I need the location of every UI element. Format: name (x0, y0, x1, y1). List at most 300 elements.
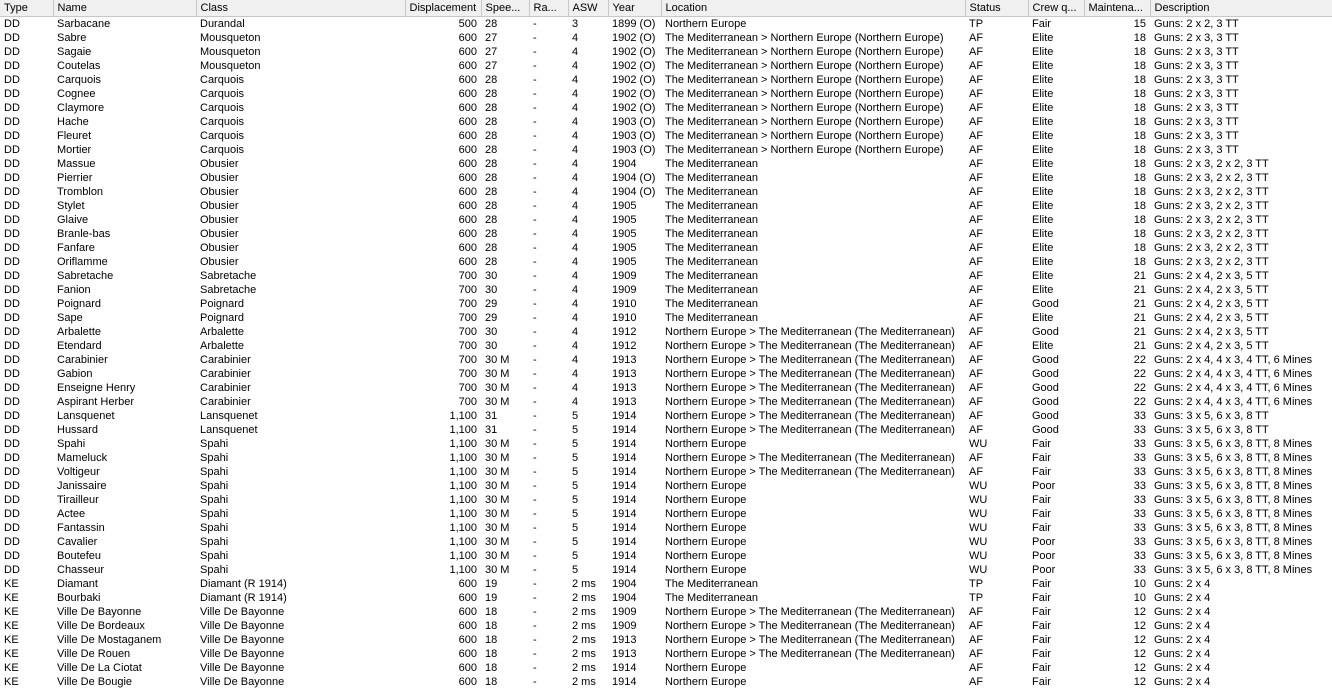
table-row[interactable] (0, 465, 1332, 479)
cell-displacement: 1,100 (449, 410, 477, 422)
cell-name: Etendard (57, 340, 102, 352)
column-header-type[interactable]: Type (0, 0, 53, 17)
table-row[interactable] (0, 129, 1332, 143)
table-row[interactable] (0, 325, 1332, 339)
table-row[interactable] (0, 409, 1332, 423)
cell-location: The Mediterranean (665, 312, 758, 324)
cell-class: Carquois (200, 102, 245, 114)
cell-name: Cognee (57, 88, 96, 100)
cell-year: 1910 (612, 312, 637, 324)
cell-asw: 4 (572, 32, 579, 44)
table-row[interactable] (0, 521, 1332, 535)
column-header-displacement[interactable]: Displacement (405, 0, 481, 17)
cell-range: - (533, 438, 537, 450)
table-row[interactable] (0, 647, 1332, 661)
cell-range: - (533, 508, 537, 520)
cell-range: - (533, 494, 537, 506)
cell-maintenance: 33 (1133, 508, 1146, 520)
cell-type: DD (4, 46, 20, 58)
column-header-maintenance[interactable]: Maintena... (1084, 0, 1150, 17)
cell-year: 1902 (O) (612, 32, 656, 44)
cell-year: 1905 (612, 256, 637, 268)
table-row[interactable] (0, 297, 1332, 311)
table-row[interactable] (0, 577, 1332, 591)
cell-range: - (533, 186, 537, 198)
cell-range: - (533, 158, 537, 170)
cell-year: 1914 (612, 676, 637, 688)
cell-name: Aspirant Herber (57, 396, 135, 408)
column-header-row (0, 0, 1332, 17)
column-header-crew-quality[interactable]: Crew q... (1028, 0, 1084, 17)
table-row[interactable] (0, 563, 1332, 577)
table-row[interactable] (0, 101, 1332, 115)
cell-range: - (533, 340, 537, 352)
table-row[interactable] (0, 73, 1332, 87)
cell-location: Northern Europe > The Mediterranean (The Mediterranean) (665, 648, 955, 660)
cell-location: Northern Europe > The Mediterranean (The Mediterranean) (665, 340, 955, 352)
cell-type: KE (4, 634, 19, 646)
cell-year: 1913 (612, 382, 637, 394)
cell-description: Guns: 2 x 3, 3 TT (1154, 88, 1239, 100)
cell-year: 1914 (612, 452, 637, 464)
table-row[interactable] (0, 157, 1332, 171)
cell-displacement: 600 (458, 634, 477, 646)
table-row[interactable] (0, 381, 1332, 395)
cell-location: Northern Europe > The Mediterranean (The Mediterranean) (665, 466, 955, 478)
cell-class: Lansquenet (200, 424, 258, 436)
cell-class: Spahi (200, 508, 229, 520)
cell-type: DD (4, 536, 20, 548)
table-row[interactable] (0, 423, 1332, 437)
cell-location: Northern Europe (665, 550, 747, 562)
column-header-asw[interactable]: ASW (568, 0, 608, 17)
cell-asw: 4 (572, 256, 579, 268)
cell-asw: 5 (572, 480, 579, 492)
cell-speed: 30 M (485, 536, 510, 548)
cell-name: Voltigeur (57, 466, 100, 478)
cell-description: Guns: 3 x 5, 6 x 3, 8 TT, 8 Mines (1154, 438, 1313, 450)
cell-range: - (533, 74, 537, 86)
cell-status: AF (969, 214, 984, 226)
cell-status: WU (969, 480, 988, 492)
cell-class: Ville De Bayonne (200, 676, 285, 688)
cell-description: Guns: 2 x 4, 2 x 3, 5 TT (1154, 284, 1269, 296)
cell-class: Poignard (200, 298, 245, 310)
cell-crew-quality: Good (1032, 368, 1059, 380)
cell-year: 1914 (612, 564, 637, 576)
cell-year: 1912 (612, 326, 637, 338)
cell-class: Obusier (200, 186, 239, 198)
cell-speed: 19 (485, 592, 498, 604)
column-header-name[interactable]: Name (53, 0, 196, 17)
cell-location: The Mediterranean (665, 242, 758, 254)
table-row[interactable] (0, 213, 1332, 227)
column-header-range[interactable]: Ra... (529, 0, 568, 17)
cell-range: - (533, 634, 537, 646)
table-row[interactable] (0, 675, 1332, 689)
cell-description: Guns: 3 x 5, 6 x 3, 8 TT, 8 Mines (1154, 452, 1313, 464)
table-row[interactable] (0, 437, 1332, 451)
cell-location: The Mediterranean (665, 270, 758, 282)
cell-range: - (533, 228, 537, 240)
cell-type: DD (4, 144, 20, 156)
cell-status: AF (969, 298, 984, 310)
cell-class: Sabretache (200, 284, 257, 296)
cell-displacement: 700 (458, 284, 477, 296)
cell-description: Guns: 2 x 3, 3 TT (1154, 144, 1239, 156)
cell-year: 1914 (612, 494, 637, 506)
cell-displacement: 700 (458, 340, 477, 352)
cell-name: Stylet (57, 200, 85, 212)
cell-location: The Mediterranean > Northern Europe (Northern Europe) (665, 130, 944, 142)
cell-description: Guns: 3 x 5, 6 x 3, 8 TT, 8 Mines (1154, 480, 1313, 492)
table-row[interactable] (0, 493, 1332, 507)
table-row[interactable] (0, 339, 1332, 353)
cell-status: WU (969, 550, 988, 562)
cell-status: AF (969, 452, 984, 464)
cell-asw: 4 (572, 186, 579, 198)
cell-class: Carabinier (200, 354, 251, 366)
cell-asw: 5 (572, 494, 579, 506)
cell-asw: 2 ms (572, 634, 596, 646)
cell-name: Diamant (57, 578, 98, 590)
cell-name: Ville De Rouen (57, 648, 131, 660)
cell-displacement: 600 (458, 144, 477, 156)
table-row[interactable] (0, 31, 1332, 45)
cell-crew-quality: Elite (1032, 144, 1054, 156)
cell-year: 1904 (O) (612, 186, 656, 198)
cell-speed: 29 (485, 298, 498, 310)
cell-maintenance: 12 (1133, 634, 1146, 646)
cell-status: WU (969, 536, 988, 548)
cell-location: The Mediterranean (665, 214, 758, 226)
cell-description: Guns: 2 x 2, 3 TT (1154, 18, 1239, 30)
column-header-year[interactable]: Year (608, 0, 661, 17)
cell-class: Spahi (200, 564, 229, 576)
cell-crew-quality: Fair (1032, 18, 1051, 30)
table-row[interactable] (0, 185, 1332, 199)
cell-crew-quality: Fair (1032, 522, 1051, 534)
cell-name: Bourbaki (57, 592, 101, 604)
cell-speed: 27 (485, 46, 498, 58)
cell-range: - (533, 410, 537, 422)
table-row[interactable] (0, 661, 1332, 675)
table-row[interactable] (0, 549, 1332, 563)
cell-range: - (533, 606, 537, 618)
table-row[interactable] (0, 353, 1332, 367)
cell-class: Lansquenet (200, 410, 258, 422)
cell-type: DD (4, 368, 20, 380)
cell-crew-quality: Good (1032, 326, 1059, 338)
cell-description: Guns: 2 x 3, 3 TT (1154, 116, 1239, 128)
cell-location: The Mediterranean (665, 228, 758, 240)
cell-location: Northern Europe (665, 662, 747, 674)
cell-range: - (533, 144, 537, 156)
cell-class: Poignard (200, 312, 245, 324)
cell-location: Northern Europe > The Mediterranean (The Mediterranean) (665, 424, 955, 436)
cell-class: Durandal (200, 18, 245, 30)
column-header-speed[interactable]: Spee... (481, 0, 529, 17)
cell-crew-quality: Good (1032, 382, 1059, 394)
cell-speed: 29 (485, 312, 498, 324)
cell-class: Ville De Bayonne (200, 620, 285, 632)
table-row[interactable] (0, 311, 1332, 325)
cell-location: Northern Europe > The Mediterranean (The Mediterranean) (665, 452, 955, 464)
cell-name: Carabinier (57, 354, 108, 366)
cell-range: - (533, 326, 537, 338)
cell-name: Pierrier (57, 172, 93, 184)
cell-name: Sabre (57, 32, 87, 44)
table-row[interactable] (0, 395, 1332, 409)
cell-status: AF (969, 606, 984, 618)
cell-location: Northern Europe (665, 564, 747, 576)
cell-type: KE (4, 578, 19, 590)
cell-maintenance: 12 (1133, 620, 1146, 632)
cell-description: Guns: 2 x 4 (1154, 662, 1211, 674)
table-row[interactable] (0, 633, 1332, 647)
cell-type: KE (4, 606, 19, 618)
cell-speed: 30 M (485, 382, 510, 394)
table-row[interactable] (0, 451, 1332, 465)
cell-crew-quality: Good (1032, 424, 1059, 436)
cell-type: DD (4, 32, 20, 44)
cell-range: - (533, 648, 537, 660)
table-row[interactable] (0, 367, 1332, 381)
table-row[interactable] (0, 17, 1332, 32)
cell-type: DD (4, 550, 20, 562)
column-header-description[interactable]: Description (1150, 0, 1332, 17)
cell-crew-quality: Elite (1032, 270, 1054, 282)
cell-type: DD (4, 242, 20, 254)
cell-asw: 5 (572, 466, 579, 478)
cell-class: Carabinier (200, 368, 251, 380)
cell-range: - (533, 32, 537, 44)
cell-description: Guns: 2 x 3, 3 TT (1154, 60, 1239, 72)
cell-status: AF (969, 144, 984, 156)
cell-range: - (533, 242, 537, 254)
cell-asw: 2 ms (572, 578, 596, 590)
cell-asw: 5 (572, 438, 579, 450)
cell-description: Guns: 2 x 3, 2 x 2, 3 TT (1154, 214, 1269, 226)
cell-class: Diamant (R 1914) (200, 592, 287, 604)
cell-year: 1902 (O) (612, 88, 656, 100)
cell-status: AF (969, 74, 984, 86)
cell-status: AF (969, 676, 984, 688)
cell-range: - (533, 270, 537, 282)
cell-type: DD (4, 186, 20, 198)
cell-maintenance: 21 (1133, 326, 1146, 338)
cell-type: DD (4, 424, 20, 436)
cell-status: AF (969, 396, 984, 408)
cell-speed: 28 (485, 88, 498, 100)
cell-description: Guns: 2 x 3, 3 TT (1154, 46, 1239, 58)
cell-type: DD (4, 214, 20, 226)
cell-class: Carquois (200, 144, 245, 156)
cell-name: Ville De Bayonne (57, 606, 142, 618)
cell-speed: 27 (485, 32, 498, 44)
cell-status: AF (969, 158, 984, 170)
cell-year: 1910 (612, 298, 637, 310)
cell-speed: 28 (485, 172, 498, 184)
table-row[interactable] (0, 269, 1332, 283)
cell-maintenance: 33 (1133, 550, 1146, 562)
cell-year: 1912 (612, 340, 637, 352)
cell-speed: 28 (485, 242, 498, 254)
cell-crew-quality: Fair (1032, 508, 1051, 520)
cell-asw: 2 ms (572, 662, 596, 674)
table-row[interactable] (0, 507, 1332, 521)
cell-status: AF (969, 172, 984, 184)
column-header-location[interactable]: Location (661, 0, 965, 17)
cell-location: The Mediterranean (665, 298, 758, 310)
table-row[interactable] (0, 619, 1332, 633)
cell-asw: 4 (572, 46, 579, 58)
cell-class: Carquois (200, 130, 245, 142)
table-row[interactable] (0, 171, 1332, 185)
cell-name: Lansquenet (57, 410, 115, 422)
cell-class: Mousqueton (200, 46, 261, 58)
cell-type: DD (4, 410, 20, 422)
cell-maintenance: 18 (1133, 186, 1146, 198)
cell-type: DD (4, 256, 20, 268)
cell-speed: 18 (485, 662, 498, 674)
cell-location: The Mediterranean (665, 186, 758, 198)
cell-name: Cavalier (57, 536, 98, 548)
cell-class: Ville De Bayonne (200, 634, 285, 646)
table-row[interactable] (0, 45, 1332, 59)
table-row[interactable] (0, 255, 1332, 269)
cell-asw: 5 (572, 452, 579, 464)
cell-crew-quality: Elite (1032, 284, 1054, 296)
cell-asw: 4 (572, 368, 579, 380)
cell-year: 1904 (612, 592, 637, 604)
cell-description: Guns: 2 x 4, 2 x 3, 5 TT (1154, 326, 1269, 338)
cell-location: Northern Europe (665, 522, 747, 534)
table-row[interactable] (0, 59, 1332, 73)
cell-name: Spahi (57, 438, 86, 450)
cell-range: - (533, 214, 537, 226)
cell-status: AF (969, 410, 984, 422)
cell-name: Chasseur (57, 564, 105, 576)
cell-class: Obusier (200, 256, 239, 268)
cell-asw: 4 (572, 396, 579, 408)
cell-description: Guns: 2 x 4, 2 x 3, 5 TT (1154, 340, 1269, 352)
cell-speed: 28 (485, 256, 498, 268)
cell-crew-quality: Fair (1032, 662, 1051, 674)
cell-asw: 4 (572, 214, 579, 226)
table-row[interactable] (0, 605, 1332, 619)
cell-asw: 4 (572, 88, 579, 100)
cell-speed: 30 M (485, 466, 510, 478)
cell-crew-quality: Poor (1032, 564, 1056, 576)
cell-location: The Mediterranean > Northern Europe (Northern Europe) (665, 60, 944, 72)
table-row[interactable] (0, 479, 1332, 493)
cell-crew-quality: Elite (1032, 228, 1054, 240)
cell-description: Guns: 2 x 3, 3 TT (1154, 74, 1239, 86)
cell-maintenance: 18 (1133, 88, 1146, 100)
cell-maintenance: 18 (1133, 228, 1146, 240)
cell-class: Ville De Bayonne (200, 648, 285, 660)
cell-asw: 5 (572, 410, 579, 422)
cell-crew-quality: Elite (1032, 158, 1054, 170)
column-header-class[interactable]: Class (196, 0, 405, 17)
cell-maintenance: 33 (1133, 466, 1146, 478)
cell-description: Guns: 3 x 5, 6 x 3, 8 TT, 8 Mines (1154, 550, 1313, 562)
cell-speed: 30 M (485, 508, 510, 520)
cell-name: Sabretache (57, 270, 114, 282)
cell-class: Carabinier (200, 382, 251, 394)
cell-range: - (533, 312, 537, 324)
cell-speed: 28 (485, 228, 498, 240)
cell-range: - (533, 480, 537, 492)
cell-crew-quality: Good (1032, 298, 1059, 310)
table-row[interactable] (0, 199, 1332, 213)
table-row[interactable] (0, 283, 1332, 297)
cell-status: WU (969, 494, 988, 506)
cell-crew-quality: Poor (1032, 480, 1056, 492)
cell-range: - (533, 620, 537, 632)
cell-displacement: 600 (458, 578, 477, 590)
cell-name: Claymore (57, 102, 105, 114)
cell-year: 1913 (612, 354, 637, 366)
table-row[interactable] (0, 143, 1332, 157)
cell-year: 1903 (O) (612, 144, 656, 156)
cell-displacement: 600 (458, 116, 477, 128)
table-row[interactable] (0, 87, 1332, 101)
cell-name: Arbalette (57, 326, 102, 338)
cell-status: AF (969, 312, 984, 324)
cell-speed: 18 (485, 648, 498, 660)
cell-speed: 30 M (485, 564, 510, 576)
cell-description: Guns: 2 x 3, 2 x 2, 3 TT (1154, 256, 1269, 268)
cell-description: Guns: 2 x 4 (1154, 634, 1211, 646)
cell-description: Guns: 3 x 5, 6 x 3, 8 TT, 8 Mines (1154, 466, 1313, 478)
cell-displacement: 600 (458, 46, 477, 58)
cell-status: AF (969, 648, 984, 660)
table-row[interactable] (0, 241, 1332, 255)
cell-displacement: 1,100 (449, 508, 477, 520)
cell-displacement: 700 (458, 354, 477, 366)
table-row[interactable] (0, 591, 1332, 605)
cell-year: 1914 (612, 508, 637, 520)
cell-crew-quality: Fair (1032, 592, 1051, 604)
cell-displacement: 600 (458, 214, 477, 226)
cell-asw: 5 (572, 564, 579, 576)
cell-location: Northern Europe > The Mediterranean (The Mediterranean) (665, 368, 955, 380)
cell-range: - (533, 382, 537, 394)
table-row[interactable] (0, 535, 1332, 549)
cell-description: Guns: 3 x 5, 6 x 3, 8 TT, 8 Mines (1154, 508, 1313, 520)
cell-asw: 2 ms (572, 648, 596, 660)
cell-crew-quality: Fair (1032, 676, 1051, 688)
cell-status: AF (969, 102, 984, 114)
cell-asw: 4 (572, 116, 579, 128)
cell-crew-quality: Elite (1032, 60, 1054, 72)
cell-range: - (533, 452, 537, 464)
cell-name: Tromblon (57, 186, 104, 198)
table-row[interactable] (0, 115, 1332, 129)
table-row[interactable] (0, 227, 1332, 241)
column-header-status[interactable]: Status (965, 0, 1028, 17)
cell-asw: 4 (572, 326, 579, 338)
cell-maintenance: 18 (1133, 32, 1146, 44)
cell-description: Guns: 2 x 4, 4 x 3, 4 TT, 6 Mines (1154, 354, 1313, 366)
cell-type: KE (4, 648, 19, 660)
cell-class: Spahi (200, 536, 229, 548)
cell-speed: 30 M (485, 452, 510, 464)
cell-maintenance: 33 (1133, 536, 1146, 548)
cell-maintenance: 33 (1133, 424, 1146, 436)
